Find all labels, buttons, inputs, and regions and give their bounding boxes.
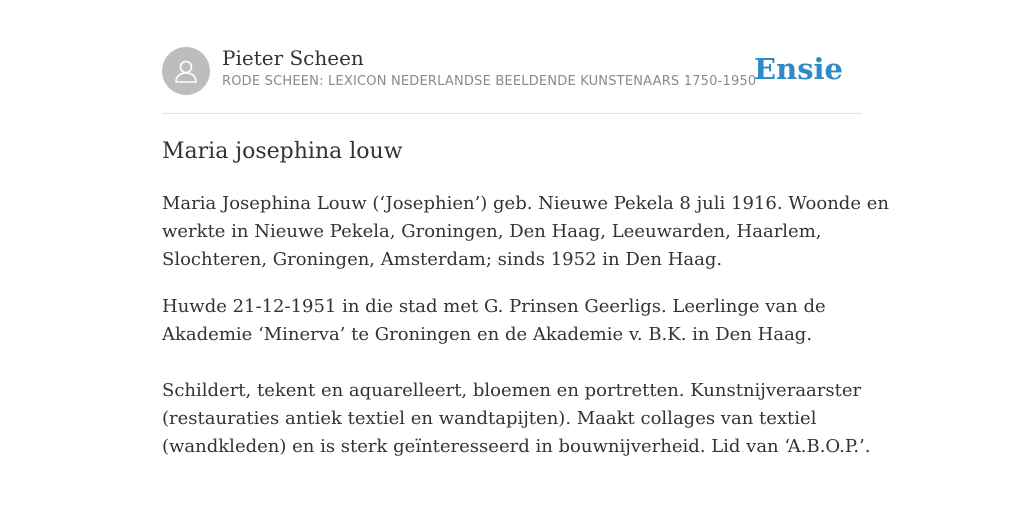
avatar[interactable] [162,47,210,95]
paragraph-line: Schildert, tekent en aquarelleert, bloemen en portretten. Kunstnijveraarster [162,380,862,401]
author-header [162,46,862,96]
paragraph-line: werkte in Nieuwe Pekela, Groningen, Den Haag, Leeuwarden, Haarlem, [162,221,822,242]
header-divider [162,113,862,114]
paragraph-line: Akademie ‘Minerva’ te Groningen en de Akademie v. B.K. in Den Haag. [162,324,813,345]
user-icon [172,57,200,85]
paragraph-2 [162,293,862,349]
paragraph-line: (restauraties antiek textiel en wandtapijten). Maakt collages van textiel [162,408,817,429]
paragraph-1 [162,190,889,274]
paragraph-line: Slochteren, Groningen, Amsterdam; sinds 1952 in Den Haag. [162,249,723,270]
author-name[interactable]: Pieter Scheen [222,46,364,70]
paragraph-3 [162,377,871,461]
article-title: Maria josephina louw [162,139,403,164]
paragraph-line: Maria Josephina Louw (‘Josephien’) geb. Nieuwe Pekela 8 juli 1916. Woonde en [162,193,889,214]
paragraph-line: (wandkleden) en is sterk geïnteresseerd in bouwnijverheid. Lid van ‘A.B.O.P.’. [162,436,871,457]
ensie-logo[interactable]: Ensie [754,52,843,86]
paragraph-line: Huwde 21-12-1951 in die stad met G. Prinsen Geerligs. Leerlinge van de [162,296,826,317]
source-lexicon[interactable]: RODE SCHEEN: LEXICON NEDERLANDSE BEELDENDE KUNSTENAARS 1750-1950 [222,74,757,89]
